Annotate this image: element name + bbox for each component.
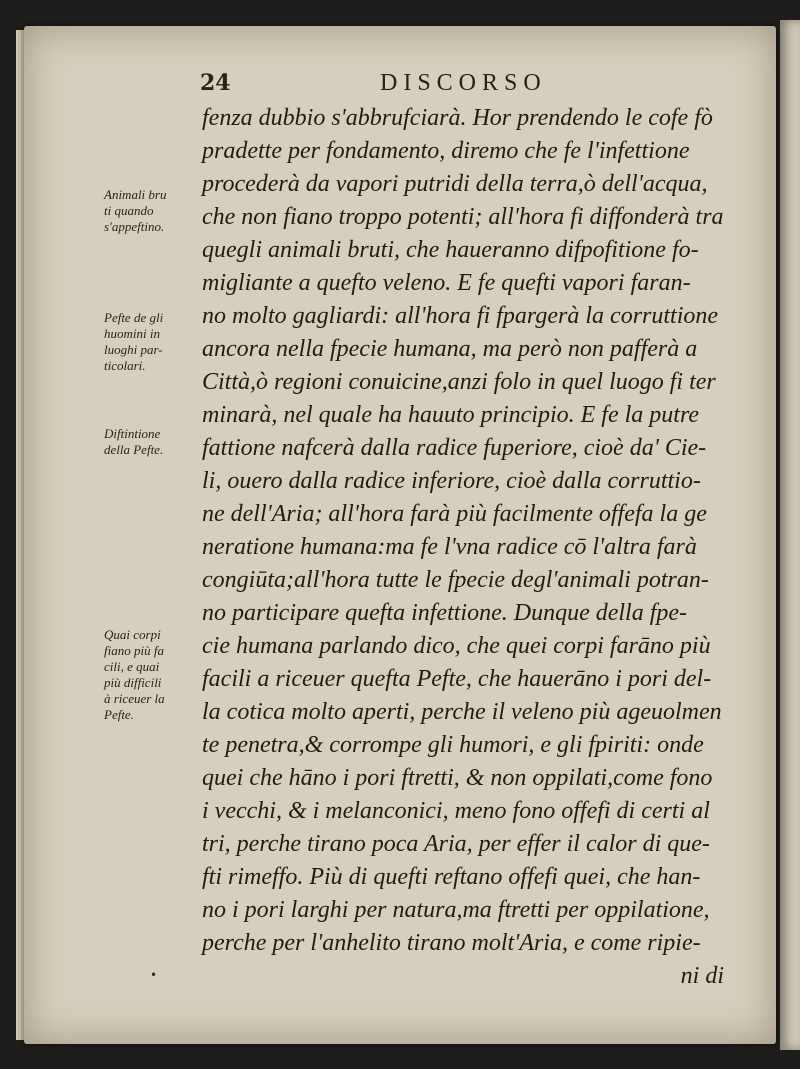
page-header xyxy=(200,70,620,104)
body-line: fenza dubbio s'abbrufciarà. Hor prendendo le cofe fò xyxy=(202,105,713,131)
body-line: facili a riceuer quefta Pefte, che hauerāno i pori del- xyxy=(202,666,712,692)
body-line: ni di xyxy=(680,963,724,989)
body-line: i vecchi, & i melanconici, meno fono offefi di certi al xyxy=(202,798,710,824)
margin-note-line: Diftintione xyxy=(104,426,161,441)
margin-note-line: più difficili xyxy=(104,675,162,690)
margin-note-animali xyxy=(104,187,166,235)
margin-note-diftintione xyxy=(104,426,163,458)
margin-note-line: della Pefte. xyxy=(104,442,164,457)
facing-page-edge xyxy=(780,20,800,1050)
body-line: Città,ò regioni conuicine,anzi folo in quel luogo fi ter xyxy=(202,369,716,395)
margin-note-line: luoghi par- xyxy=(104,342,163,357)
margin-note-quai-corpi xyxy=(104,627,165,723)
body-line: quei che hāno i pori ftretti, & non oppilati,come fono xyxy=(202,765,713,791)
body-line: che non fiano troppo potenti; all'hora fi diffonderà tra xyxy=(202,204,724,230)
margin-note-line: Pefte. xyxy=(104,707,134,722)
body-line: congiūta;all'hora tutte le fpecie degl'animali potran- xyxy=(202,567,709,593)
body-line: no i pori larghi per natura,ma ftretti per oppilatione, xyxy=(202,897,710,923)
running-head: DISCORSO xyxy=(380,70,547,96)
body-line: ne dell'Aria; all'hora farà più facilmente offefa la ge xyxy=(202,501,707,527)
ink-speck: • xyxy=(150,968,158,982)
body-line: fti rimeffo. Più di quefti reftano offefi quei, che han- xyxy=(202,864,701,890)
margin-note-line: Quai corpi xyxy=(104,627,161,642)
body-line: tri, perche tirano poca Aria, per effer il calor di que- xyxy=(202,831,710,857)
body-line: procederà da vapori putridi della terra,ò dell'acqua, xyxy=(202,171,708,197)
body-line: li, ouero dalla radice inferiore, cioè dalla corruttio- xyxy=(202,468,701,494)
margin-note-line: Animali bru xyxy=(104,187,167,202)
body-line: neratione humana:ma fe l'vna radice cō l'altra farà xyxy=(202,534,697,560)
margin-note-pefte-huomini xyxy=(104,310,163,374)
margin-note-line: cili, e quai xyxy=(104,659,160,674)
margin-note-line: ticolari. xyxy=(104,358,146,373)
margin-note-line: fiano più fa xyxy=(104,643,164,658)
body-line: minarà, nel quale ha hauuto principio. E fe la putre xyxy=(202,402,700,428)
body-line: perche per l'anhelito tirano molt'Aria, e come ripie- xyxy=(202,930,701,956)
body-line: la cotica molto aperti, perche il veleno più ageuolmen xyxy=(202,699,722,725)
margin-note-line: ti quando xyxy=(104,203,154,218)
margin-note-line: à riceuer la xyxy=(104,691,165,706)
body-line: cie humana parlando dico, che quei corpi farāno più xyxy=(202,633,711,659)
body-line: no molto gagliardi: all'hora fi fpargerà la corruttione xyxy=(202,303,719,329)
body-line: quegli animali bruti, che haueranno difpofitione fo- xyxy=(202,237,699,263)
page-number: 24 xyxy=(200,70,231,96)
body-line: pradette per fondamento, diremo che fe l'infettione xyxy=(202,138,690,164)
body-line: migliante a quefto veleno. E fe quefti vapori faran- xyxy=(202,270,691,296)
body-line: fattione nafcerà dalla radice fuperiore, cioè da' Cie- xyxy=(202,435,707,461)
margin-note-line: s'appeftino. xyxy=(104,219,165,234)
body-line: ancora nella fpecie humana, ma però non pafferà a xyxy=(202,336,698,362)
margin-note-line: huomini in xyxy=(104,326,160,341)
body-line: no participare quefta infettione. Dunque della fpe- xyxy=(202,600,688,626)
margin-note-line: Pefte de gli xyxy=(104,310,164,325)
body-text xyxy=(202,102,742,993)
body-line: te penetra,& corrompe gli humori, e gli fpiriti: onde xyxy=(202,732,704,758)
